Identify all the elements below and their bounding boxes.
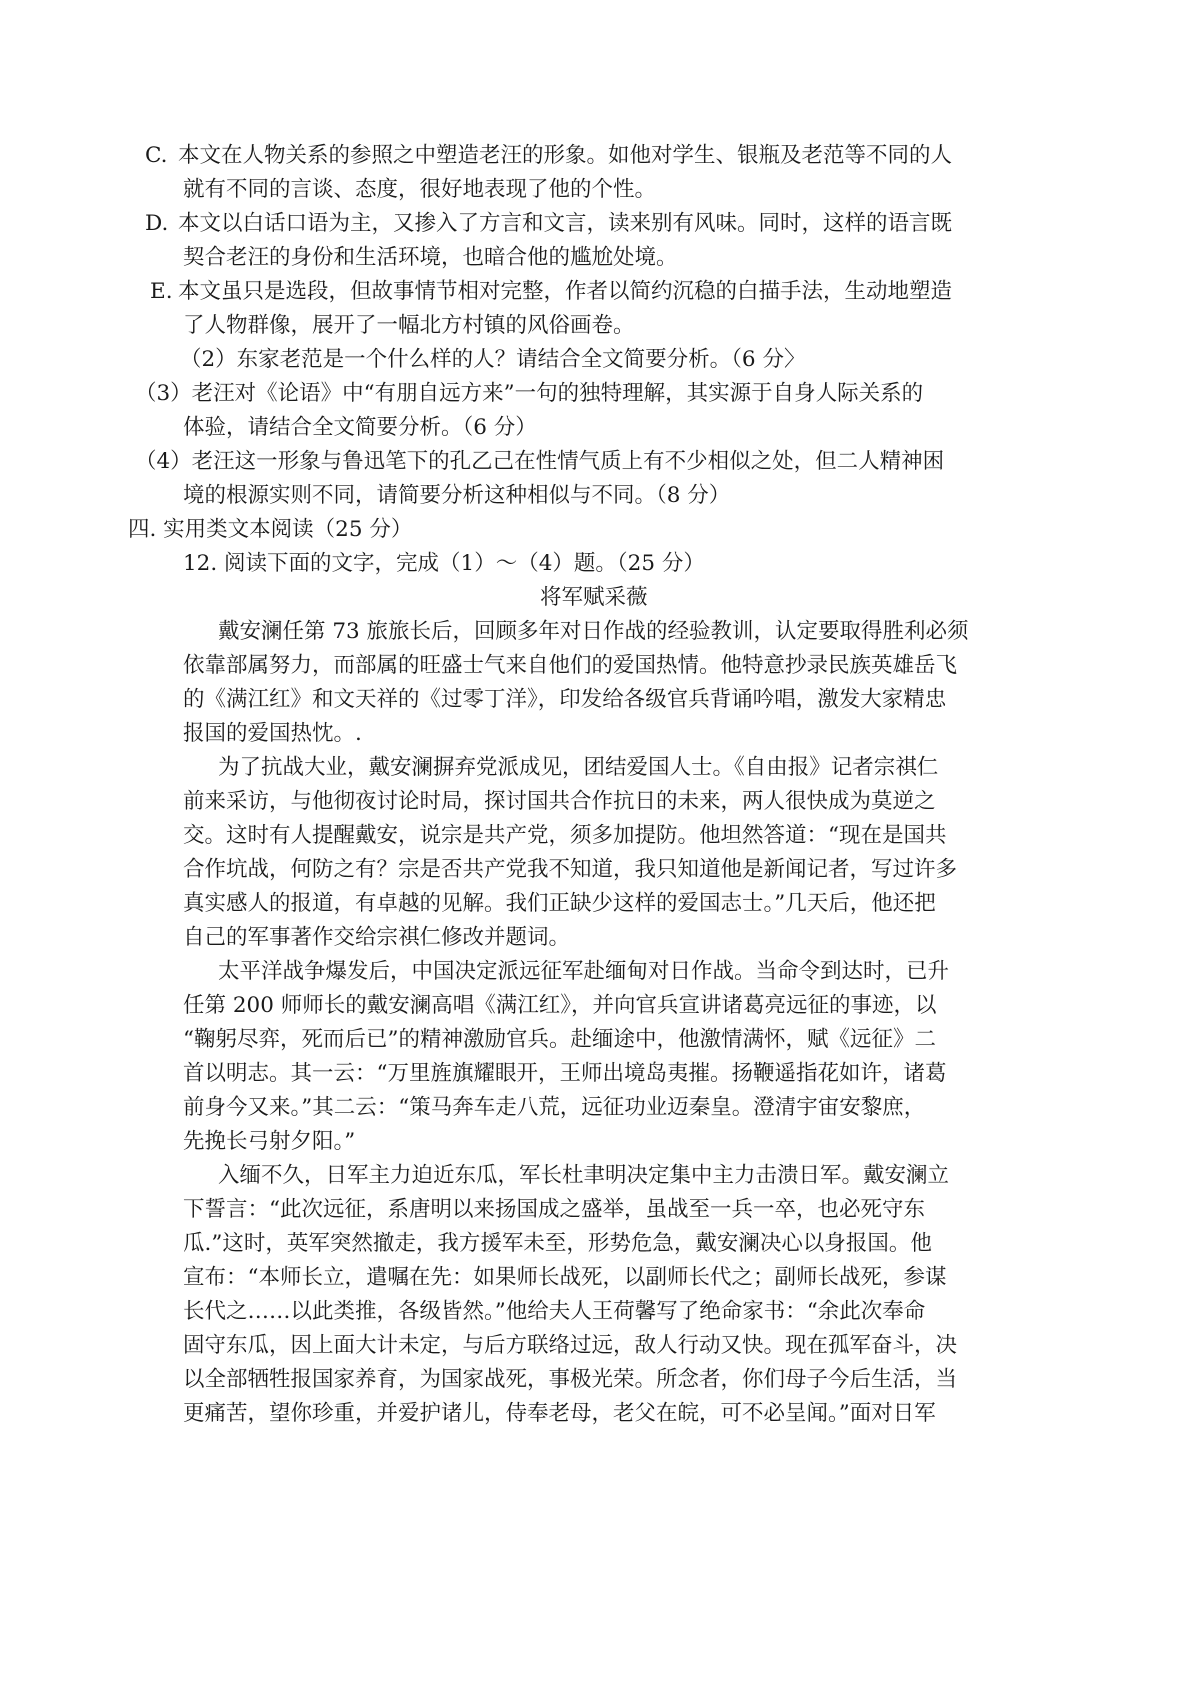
paragraph-1-line: 依靠部属努力，而部属的旺盛士气来自他们的爱国热情。他特意抄录民族英雄岳飞	[183, 653, 958, 678]
option-e-text-line2: 了人物群像，展开了一幅北方村镇的风俗画卷。	[183, 313, 635, 338]
section-heading: 四. 实用类文本阅读（25 分）	[128, 517, 413, 542]
paragraph-2-line: 交。这时有人提醒戴安，说宗是共产党，须多加提防。他坦然答道：“现在是国共	[183, 823, 947, 848]
option-d-text-line2: 契合老汪的身份和生活环境，也暗合他的尴尬处境。	[183, 245, 678, 270]
paragraph-2-line: 真实感人的报道，有卓越的见解。我们正缺少这样的爱国志士。”几天后，他还把	[183, 891, 936, 916]
article-title: 将军赋采薇	[540, 585, 648, 610]
paragraph-4-line: 宣布：“本师长立，遣嘱在先：如果师长战死，以副师长代之；副师长战死，参谋	[183, 1265, 947, 1290]
paragraph-1-line: 的《满江红》和文天祥的《过零丁洋》，印发给各级官兵背诵吟唱，激发大家精忠	[183, 687, 947, 712]
paragraph-1-line: 戴安澜任第 73 旅旅长后，回顾多年对日作战的经验教训，认定要取得胜利必须	[218, 619, 969, 644]
paragraph-3-line: “鞠躬尽弈，死而后已”的精神激励官兵。赴缅途中，他激情满怀，赋《远征》二	[183, 1027, 936, 1052]
paragraph-4-line: 以全部牺牲报国家养育，为国家战死，事极光荣。所念者，你们母子今后生活，当	[183, 1367, 958, 1392]
paragraph-3-line: 首以明志。其一云：“万里旌旗耀眼开，王师出境岛夷摧。扬鞭遥指花如许，诸葛	[183, 1061, 947, 1086]
question-3-line1: （3）老汪对《论语》中“有朋自远方来”一句的独特理解，其实源于自身人际关系的	[135, 381, 924, 406]
paragraph-2-line: 前来采访，与他彻夜讨论时局，探讨国共合作抗日的未来，两人很快成为莫逆之	[183, 789, 936, 814]
paragraph-3-line: 前身今又来。”其二云：“策马奔车走八荒，远征功业迈秦皇。澄清宇宙安黎庶，	[183, 1095, 926, 1120]
option-c-label: C.	[145, 143, 168, 168]
paragraph-1-line: 报国的爱国热忱。.	[183, 721, 362, 746]
paragraph-4-line: 下誓言：“此次远征，系唐明以来扬国成之盛举，虽战至一兵一卒，也必死守东	[183, 1197, 925, 1222]
paragraph-2-line: 合作坑战，何防之有？宗是否共产党我不知道，我只知道他是新闻记者，写过许多	[183, 857, 958, 882]
question-4-line2: 境的根源实则不同，请简要分析这种相似与不同。（8 分）	[183, 483, 731, 508]
question-2: （2）东家老范是一个什么样的人？请结合全文简要分析。（6 分〉	[180, 347, 806, 372]
paragraph-4-line: 入缅不久，日军主力迫近东瓜，军长杜聿明决定集中主力击溃日军。戴安澜立	[218, 1163, 950, 1188]
option-d-text-line1: 本文以白话口语为主，又掺入了方言和文言，读来别有风味。同时，这样的语言既	[178, 211, 953, 236]
paragraph-3-line: 太平洋战争爆发后，中国决定派远征军赴缅甸对日作战。当命令到达时，已升	[218, 959, 950, 984]
option-c-text-line1: 本文在人物关系的参照之中塑造老汪的形象。如他对学生、银瓶及老范等不同的人	[178, 143, 953, 168]
paragraph-3-line: 任第 200 师师长的戴安澜高唱《满江红》，并向官兵宣讲诸葛亮远征的事迹，以	[183, 993, 937, 1018]
paragraph-3-line: 先挽长弓射夕阳。”	[183, 1129, 356, 1154]
paragraph-4-line: 长代之……以此类推，各级皆然。”他给夫人王荷馨写了绝命家书：“余此次奉命	[183, 1299, 926, 1324]
question-4-line1: （4）老汪这一形象与鲁迅笔下的孔乙己在性情气质上有不少相似之处，但二人精神困	[135, 449, 945, 474]
option-c-text-line2: 就有不同的言谈、态度，很好地表现了他的个性。	[183, 177, 657, 202]
paragraph-2-line: 自己的军事著作交给宗祺仁修改并题词。	[183, 925, 571, 950]
section-instruction: 12. 阅读下面的文字，完成（1）～（4）题。（25 分）	[183, 551, 705, 576]
paragraph-4-line: 固守东瓜，因上面大计未定，与后方联络过远，敌人行动又快。现在孤军奋斗，决	[183, 1333, 958, 1358]
paragraph-4-line: 瓜.”这时，英军突然撤走，我方援军未至，形势危急，戴安澜决心以身报国。他	[183, 1231, 932, 1256]
option-e-label: E.	[150, 279, 173, 304]
option-e-text-line1: 本文虽只是选段，但故事情节相对完整，作者以简约沉稳的白描手法，生动地塑造	[178, 279, 953, 304]
option-d-label: D.	[145, 211, 169, 236]
paragraph-4-line: 更痛苦，望你珍重，并爱护诸儿，侍奉老母，老父在皖，可不必呈闻。”面对日军	[183, 1401, 936, 1426]
paragraph-2-line: 为了抗战大业，戴安澜摒弃党派成见，团结爱国人士。《自由报》记者宗祺仁	[218, 755, 939, 780]
question-3-line2: 体验，请结合全文简要分析。（6 分）	[183, 415, 537, 440]
